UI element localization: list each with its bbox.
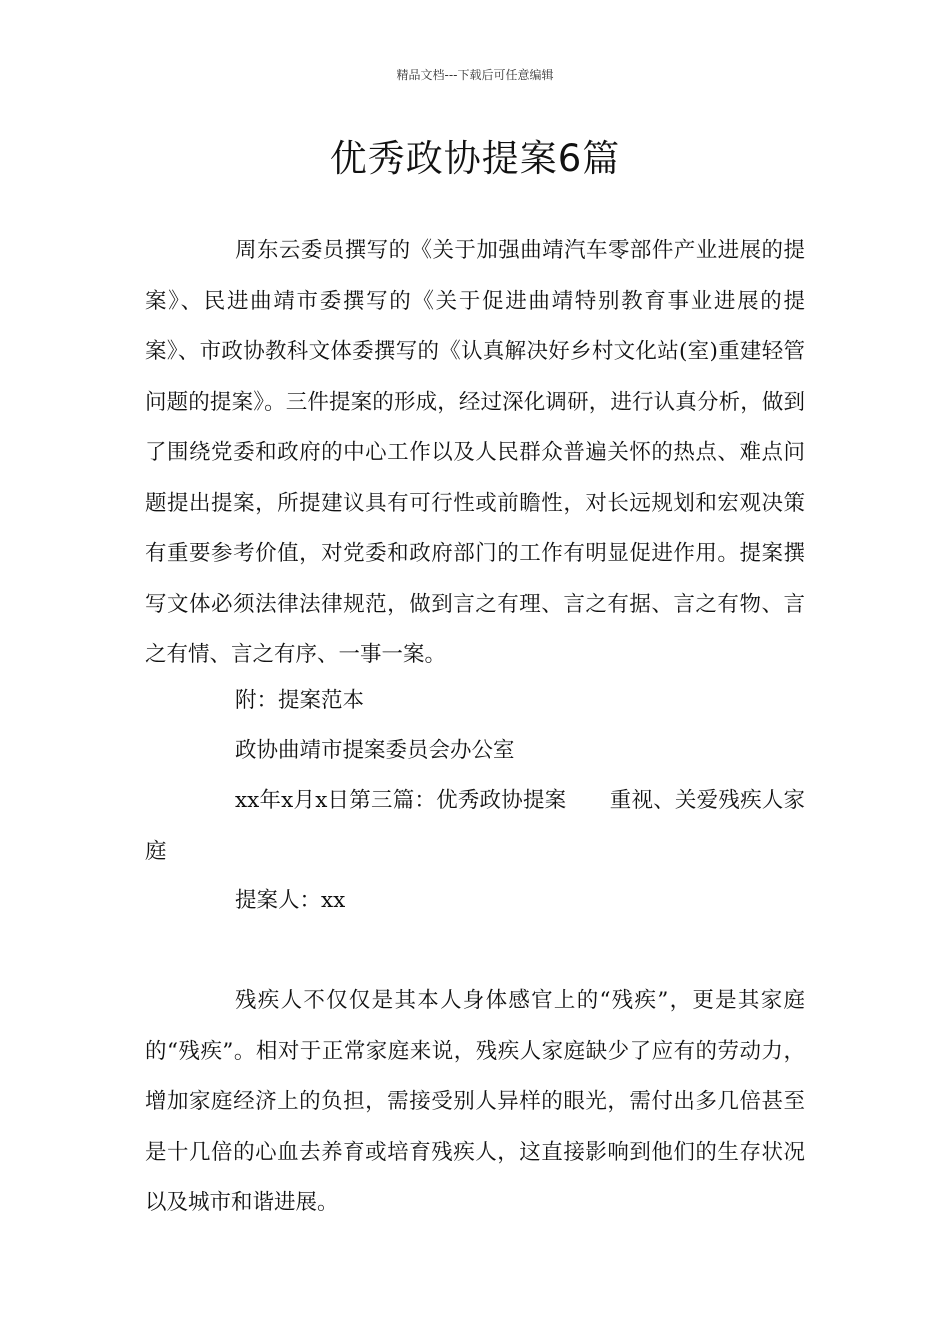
- office-line: 政协曲靖市提案委员会办公室: [235, 738, 515, 763]
- proposer-line: 提案人：xx: [235, 888, 346, 913]
- intro-paragraph: 周东云委员撰写的《关于加强曲靖汽车零部件产业进展的提案》、民进曲靖市委撰写的《关于促进曲靖特别教育事业进展的提案》、市政协教科文体委撰写的《认真解决好乡村文化站(室)重建轻管问题的提案》。三件提案的形成，经过深化调研，进行认真分析，做到了围绕党委和政府的中心工作以及人民群众普遍关怀的热点、难点问题提出提案，所提建议具有可行性或前瞻性，对长远规划和宏观决策有重要参考价值，对党委和政府部门的工作有明显促进作用。提案撰写文体必须法律法律规范，做到言之有理、言之有据、言之有物、言之有情、言之有序、一事一案。: [145, 238, 805, 667]
- date-heading-paragraph: xx年x月x日第三篇：优秀政协提案 重视、关爱残疾人家庭: [145, 788, 805, 864]
- document-title: 优秀政协提案6篇: [329, 137, 621, 180]
- appendix-line: 附：提案范本: [235, 688, 365, 713]
- body-paragraph: 残疾人不仅仅是其本人身体感官上的“残疾”，更是其家庭的“残疾”。相对于正常家庭来说，残疾人家庭缺少了应有的劳动力，增加家庭经济上的负担，需接受别人异样的眼光，需付出多几倍甚至是十几倍的心血去养育或培育残疾人，这直接影响到他们的生存状况以及城市和谐进展。: [145, 988, 805, 1215]
- page-header-note: 精品文档---下载后可任意编辑: [396, 68, 554, 82]
